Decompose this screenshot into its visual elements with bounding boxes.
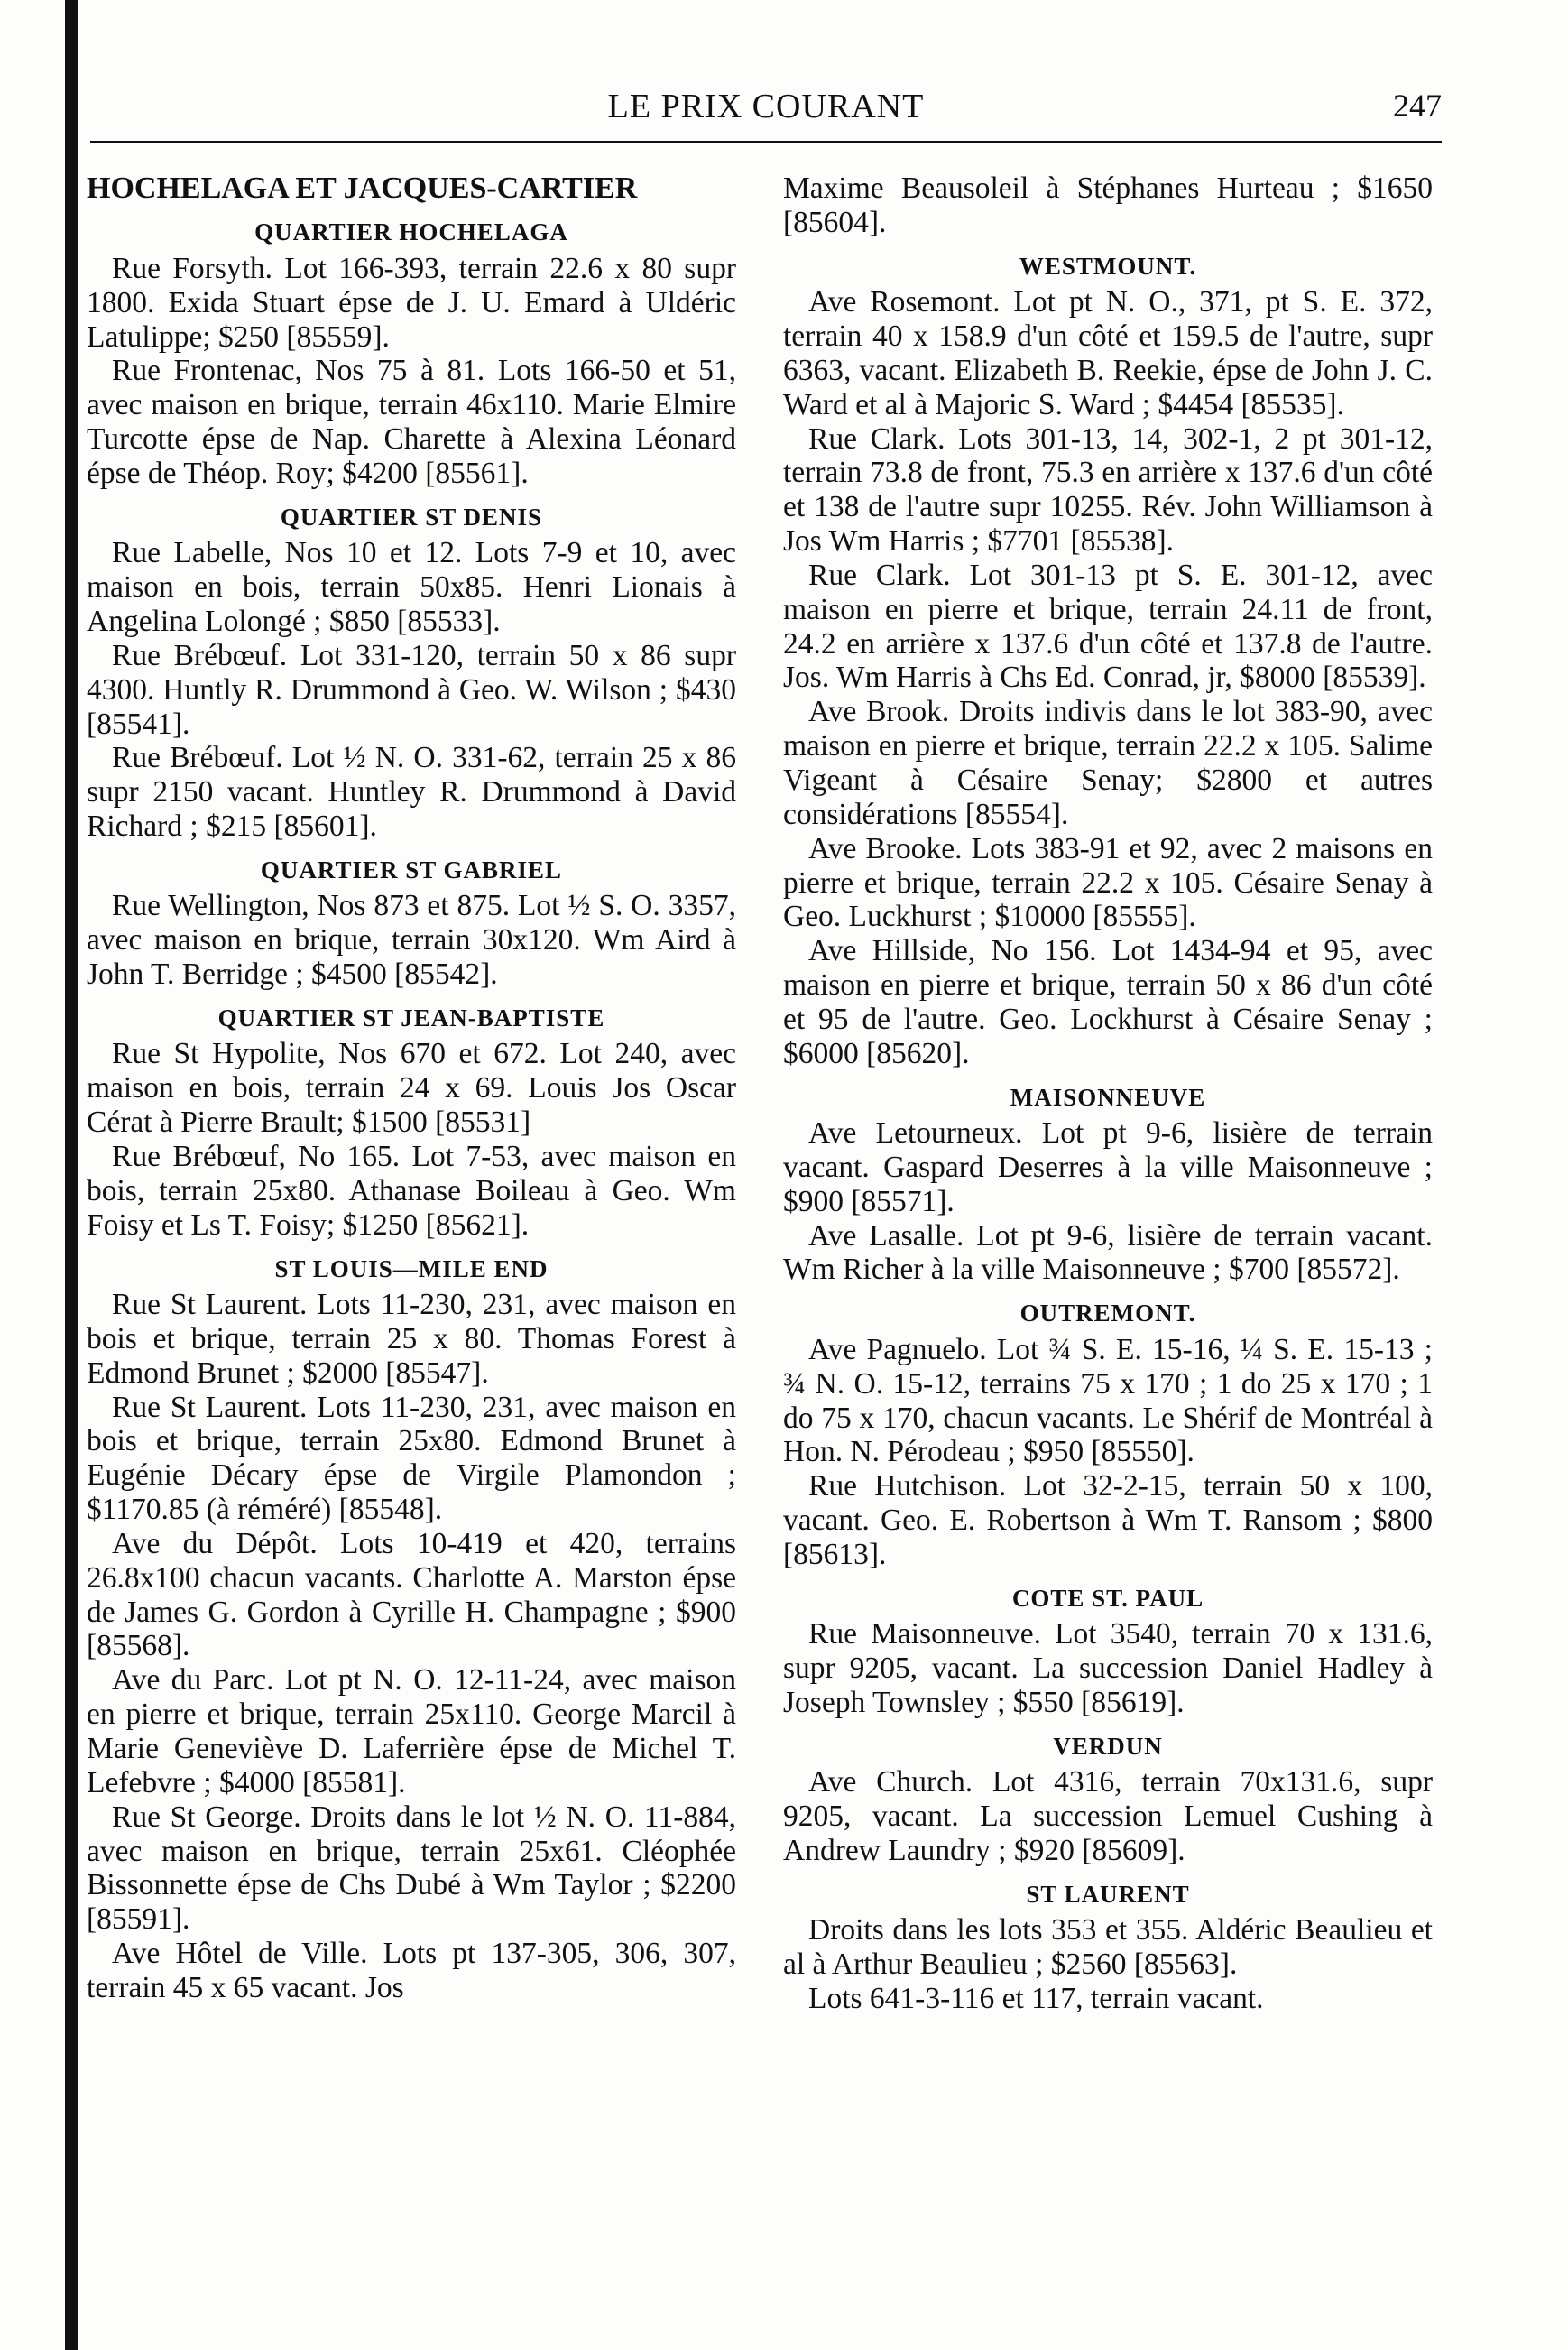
property-entry: Rue Frontenac, Nos 75 à 81. Lots 166-50 et 51, avec maison en brique, terrain 46x110. Marie Elmire Turcotte épse de Nap. Charette à Alexina Léonard épse de Théop. Roy; $4200 [85561]. [87, 354, 736, 490]
property-entry: Rue St Laurent. Lots 11-230, 231, avec maison en bois et brique, terrain 25x80. Edmond Brunet à Eugénie Décary épse de Virgile Plamondon ; $1170.85 (à réméré) [85548]. [87, 1390, 736, 1527]
property-entry: Rue Brébœuf. Lot 331-120, terrain 50 x 86 supr 4300. Huntly R. Drummond à Geo. W. Wilson ; $430 [85541]. [87, 638, 736, 741]
property-entry: Rue Forsyth. Lot 166-393, terrain 22.6 x 80 supr 1800. Exida Stuart épse de J. U. Emard à Uldéric Latulippe; $250 [85559]. [87, 251, 736, 354]
property-entry: Rue Brébœuf. Lot ½ N. O. 331-62, terrain 25 x 86 supr 2150 vacant. Huntley R. Drummond à David Richard ; $215 [85601]. [87, 741, 736, 844]
section-heading: QUARTIER ST DENIS [280, 503, 543, 531]
property-entry: Rue Labelle, Nos 10 et 12. Lots 7-9 et 10, avec maison en bois, terrain 50x85. Henri Lionais à Angelina Lolongé ; $850 [85533]. [87, 536, 736, 638]
property-entry-continued: Maxime Beausoleil à Stéphanes Hurteau ; $1650 [85604]. [783, 171, 1433, 239]
running-title: LE PRIX COURANT [607, 88, 925, 125]
header-rule [90, 141, 1442, 143]
district-heading: HOCHELAGA ET JACQUES-CARTIER [87, 171, 638, 205]
page-header [90, 87, 1442, 126]
section-heading: OUTREMONT. [1019, 1300, 1196, 1328]
property-entry: Ave Brooke. Lots 383-91 et 92, avec 2 maisons en pierre et brique, terrain 22.2 x 105. Césaire Senay à Geo. Luckhurst ; $10000 [85555]. [783, 831, 1433, 934]
property-entry: Rue St Hypolite, Nos 670 et 672. Lot 240, avec maison en bois, terrain 24 x 69. Louis Jos Oscar Cérat à Pierre Brault; $1500 [85531] [87, 1037, 736, 1140]
property-entry: Droits dans les lots 353 et 355. Aldéric Beaulieu et al à Arthur Beaulieu ; $2560 [85563]. [783, 1913, 1433, 1982]
section-heading: ST LOUIS—MILE END [274, 1254, 549, 1282]
section-heading: COTE ST. PAUL [1011, 1584, 1204, 1612]
binding-edge [65, 0, 78, 2350]
section-heading: MAISONNEUVE [1010, 1083, 1206, 1111]
property-entry: Ave Hillside, No 156. Lot 1434-94 et 95, avec maison en pierre et brique, terrain 50 x 86 d'un côté et 95 de l'autre. Geo. Lockhurst à Césaire Senay ; $6000 [85620]. [783, 934, 1433, 1070]
property-entry: Rue Hutchison. Lot 32-2-15, terrain 50 x 100, vacant. Geo. E. Robertson à Wm T. Ransom ; $800 [85613]. [783, 1469, 1433, 1571]
property-entry: Ave du Parc. Lot pt N. O. 12-11-24, avec maison en pierre et brique, terrain 25x110. George Marcil à Marie Geneviève D. Laferrière épse de Michel T. Lefebvre ; $4000 [85581]. [87, 1663, 736, 1800]
property-entry: Ave Letourneux. Lot pt 9-6, lisière de terrain vacant. Gaspard Deserres à la ville Maisonneuve ; $900 [85571]. [783, 1116, 1433, 1218]
property-entry: Rue Maisonneuve. Lot 3540, terrain 70 x 131.6, supr 9205, vacant. La succession Daniel Hadley à Joseph Townsley ; $550 [85619]. [783, 1617, 1433, 1719]
property-entry: Ave Brook. Droits indivis dans le lot 383-90, avec maison en pierre et brique, terrain 22.2 x 105. Salime Vigeant à Césaire Senay; $2800 et autres considérations [85554]. [783, 695, 1433, 831]
section-heading: ST LAURENT [1026, 1880, 1190, 1908]
section-heading: QUARTIER ST JEAN-BAPTISTE [217, 1004, 605, 1032]
section-heading: WESTMOUNT. [1019, 252, 1197, 280]
section-heading: VERDUN [1053, 1732, 1163, 1760]
property-entry: Rue St Laurent. Lots 11-230, 231, avec maison en bois et brique, terrain 25 x 80. Thomas Forest à Edmond Brunet ; $2000 [85547]. [87, 1288, 736, 1390]
property-entry: Rue Wellington, Nos 873 et 875. Lot ½ S. O. 3357, avec maison en brique, terrain 30x120. Wm Aird à John T. Berridge ; $4500 [85542]. [87, 889, 736, 992]
property-entry: Rue Brébœuf, No 165. Lot 7-53, avec maison en bois, terrain 25x80. Athanase Boileau à Geo. Wm Foisy et Ls T. Foisy; $1250 [85621]. [87, 1139, 736, 1242]
property-entry: Lots 641-3-116 et 117, terrain vacant. [808, 1981, 1264, 2015]
property-entry: Ave Pagnuelo. Lot ¾ S. E. 15-16, ¼ S. E. 15-13 ; ¾ N. O. 15-12, terrains 75 x 170 ; 1 do 25 x 170 ; 1 do 75 x 170, chacun vacants. Le Shérif de Montréal à Hon. N. Pérodeau ; $950 [85550]. [783, 1332, 1433, 1469]
left-column [87, 171, 736, 2319]
property-entry: Rue St George. Droits dans le lot ½ N. O. 11-884, avec maison en brique, terrain 25x61. Cléophée Bissonnette épse de Chs Dubé à Wm Taylor ; $2200 [85591]. [87, 1800, 736, 1937]
property-entry: Ave Rosemont. Lot pt N. O., 371, pt S. E. 372, terrain 40 x 158.9 d'un côté et 159.5 de l'autre, supr 6363, vacant. Elizabeth B. Reekie, épse de John J. C. Ward et al à Majoric S. Ward ; $4454 [85535]. [783, 285, 1433, 421]
section-heading: QUARTIER ST GABRIEL [260, 856, 563, 884]
property-entry: Ave Church. Lot 4316, terrain 70x131.6, supr 9205, vacant. La succession Lemuel Cushing à Andrew Laundry ; $920 [85609]. [783, 1765, 1433, 1867]
property-entry: Ave Lasalle. Lot pt 9-6, lisière de terrain vacant. Wm Richer à la ville Maisonneuve ; $700 [85572]. [783, 1218, 1433, 1287]
property-entry: Ave Hôtel de Ville. Lots pt 137-305, 306, 307, terrain 45 x 65 vacant. Jos [87, 1937, 736, 2004]
property-entry: Ave du Dépôt. Lots 10-419 et 420, terrains 26.8x100 chacun vacants. Charlotte A. Marston épse de James G. Gordon à Cyrille H. Champagne ; $900 [85568]. [87, 1526, 736, 1663]
property-entry: Rue Clark. Lots 301-13, 14, 302-1, 2 pt 301-12, terrain 73.8 de front, 75.3 en arrière x 137.6 d'un côté et 138 de l'autre supr 10255. Rév. John Williamson à Jos Wm Harris ; $7701 [85538]. [783, 421, 1433, 559]
right-column [783, 171, 1433, 2319]
section-heading: QUARTIER HOCHELAGA [254, 218, 568, 246]
page-number: 247 [1393, 88, 1442, 124]
property-entry: Rue Clark. Lot 301-13 pt S. E. 301-12, avec maison en pierre et brique, terrain 24.11 de front, 24.2 en arrière x 137.6 d'un côté et 137.8 de l'autre. Jos. Wm Harris à Chs Ed. Conrad, jr, $8000 [85539]. [783, 558, 1433, 695]
